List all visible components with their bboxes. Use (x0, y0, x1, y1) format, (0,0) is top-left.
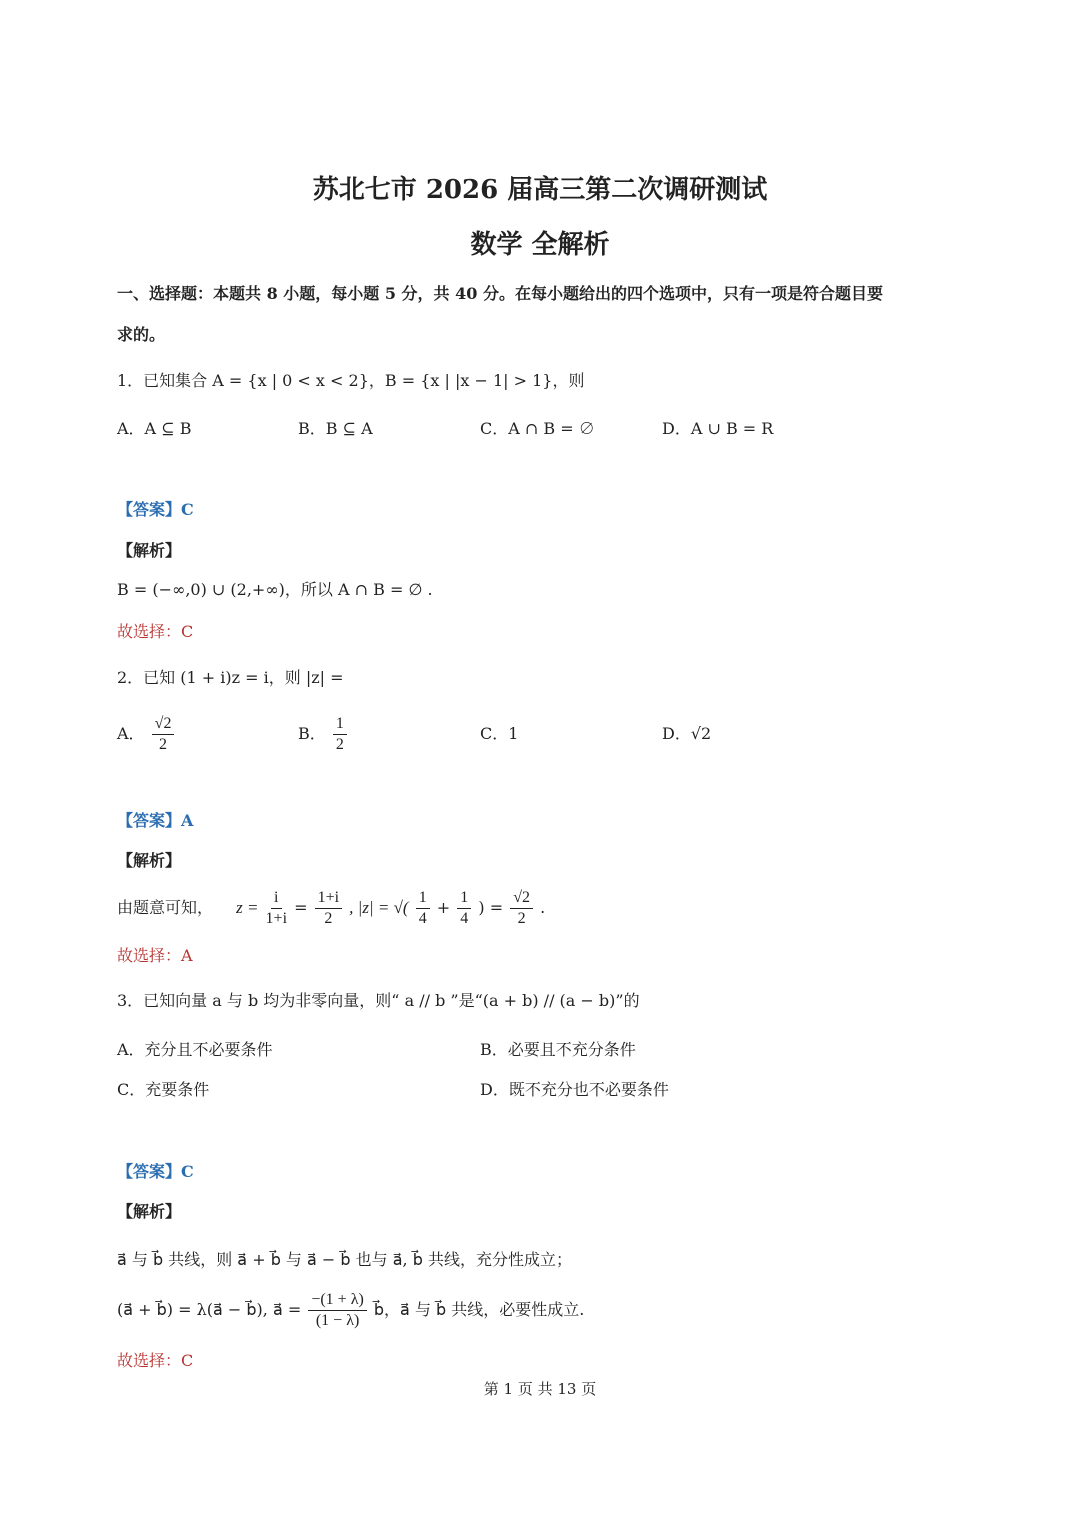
question-3-stem: 3．已知向量 a 与 b 均为非零向量，则“ a // b ”是“(a + b) // (a − b)”的 (117, 991, 640, 1010)
fraction (416, 888, 430, 929)
fraction (308, 1290, 366, 1331)
q1-option-d: D．A ∪ B = R (662, 419, 774, 438)
q3-answer: 【答案】C (117, 1162, 194, 1181)
math: ) = (478, 898, 504, 917)
q1-option-b: B．B ⊆ A (298, 419, 373, 438)
fraction (510, 888, 533, 929)
q2-option-c: C．1 (480, 724, 519, 743)
q3-option-c: C．充要条件 (117, 1080, 210, 1099)
option-label: B． (298, 724, 326, 743)
fraction (266, 888, 287, 929)
section-heading-cont: 求的。 (117, 325, 166, 344)
q3-choose: 故选择：C (117, 1351, 194, 1370)
fraction (457, 888, 471, 929)
fraction (333, 714, 347, 755)
q2-option-a (117, 712, 176, 756)
page-footer: 第 1 页 共 13 页 (483, 1380, 597, 1398)
denominator: 2 (335, 736, 344, 753)
math: = (294, 898, 308, 917)
numerator: 1 (416, 888, 430, 909)
q3-option-a: A．充分且不必要条件 (117, 1040, 273, 1059)
question-2-stem: 2．已知 (1 + i)z = i，则 |z| = (117, 668, 344, 687)
q2-answer: 【答案】A (117, 811, 194, 830)
q3-option-b: B．必要且不充分条件 (480, 1040, 636, 1059)
math: , |z| = √( (349, 898, 409, 917)
analysis-text: b⃗，a⃗ 与 b⃗ 共线，必要性成立. (373, 1300, 585, 1319)
numerator: i (271, 888, 281, 909)
denominator: 2 (517, 910, 526, 927)
section-heading: 一、选择题：本题共 8 小题，每小题 5 分，共 40 分。在每小题给出的四个选项中，只有一项是符合题目要 (117, 284, 883, 303)
q2-choose: 故选择：A (117, 946, 193, 965)
numerator: −(1 + λ) (308, 1290, 366, 1311)
denominator: (1 − λ) (315, 1312, 360, 1329)
q3-analysis-line2 (117, 1288, 584, 1332)
q2-analysis-label: 【解析】 (117, 851, 182, 870)
denominator: 2 (324, 910, 333, 927)
math: z = (236, 898, 259, 917)
numerator: 1 (333, 714, 347, 735)
math: + (436, 898, 451, 917)
q2-analysis (117, 886, 545, 930)
q1-option-a: A．A ⊆ B (117, 419, 192, 438)
denominator: 4 (460, 910, 469, 927)
numerator: 1+i (315, 888, 342, 909)
q3-analysis-label: 【解析】 (117, 1202, 182, 1221)
numerator: 1 (457, 888, 471, 909)
q1-analysis-label: 【解析】 (117, 541, 182, 560)
math: . (540, 898, 546, 917)
numerator: √2 (152, 714, 175, 735)
q1-option-c: C．A ∩ B = ∅ (480, 419, 595, 438)
q2-option-b (298, 712, 349, 756)
q3-analysis-line1: a⃗ 与 b⃗ 共线，则 a⃗ + b⃗ 与 a⃗ − b⃗ 也与 a⃗, b⃗ 共线，充分性成立； (117, 1250, 572, 1269)
analysis-text: 由题意可知， (117, 898, 214, 917)
option-label: A． (117, 724, 145, 743)
question-1-stem: 1．已知集合 A = {x | 0 < x < 2}，B = {x | |x − 1| > 1}，则 (117, 371, 585, 390)
q1-choose: 故选择：C (117, 622, 194, 641)
document-subtitle: 数学 全解析 (470, 230, 610, 260)
fraction (152, 714, 175, 755)
q2-option-d: D．√2 (662, 724, 712, 743)
fraction (315, 888, 342, 929)
numerator: √2 (510, 888, 533, 909)
q1-answer: 【答案】C (117, 500, 194, 519)
q3-option-d: D．既不充分也不必要条件 (480, 1080, 669, 1099)
q1-analysis: B = (−∞,0) ∪ (2,+∞)，所以 A ∩ B = ∅ . (117, 580, 433, 599)
denominator: 1+i (265, 910, 288, 927)
math: (a⃗ + b⃗) = λ(a⃗ − b⃗), a⃗ = (117, 1300, 302, 1319)
document-title: 苏北七市 2026 届高三第二次调研测试 (312, 175, 768, 205)
denominator: 4 (418, 910, 427, 927)
denominator: 2 (159, 736, 168, 753)
